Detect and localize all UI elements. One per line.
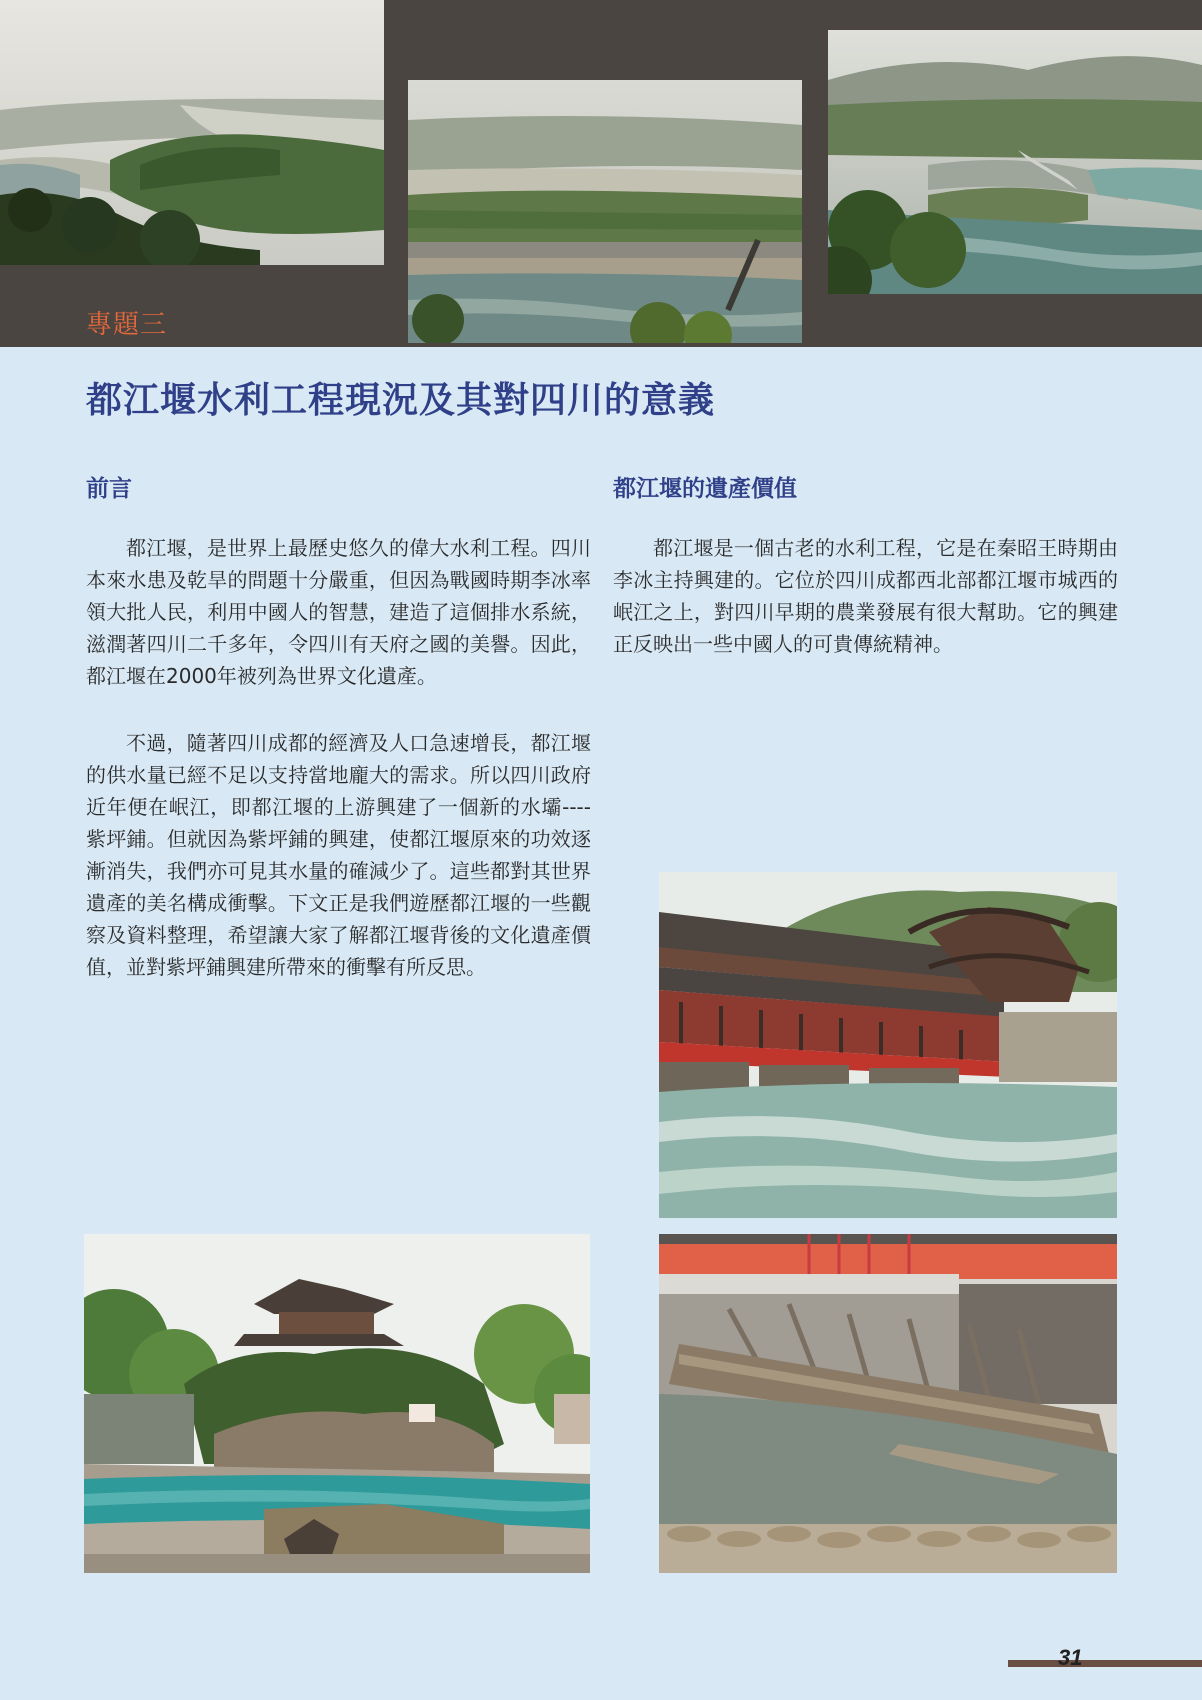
heritage-value-heading: 都江堰的遺產價值 — [613, 476, 797, 502]
footer-bar — [1008, 1660, 1202, 1667]
preface-heading: 前言 — [86, 476, 132, 502]
photo-bamboo-cages — [659, 1234, 1117, 1573]
page-title: 都江堰水利工程現況及其對四川的意義 — [86, 380, 716, 421]
preface-paragraph-2: 不過，隨著四川成都的經濟及人口急速增長，都江堰的供水量已經不足以支持當地龐大的需求。所以四川政府近年便在岷江，即都江堰的上游興建了一個新的水壩----紫坪鋪。但就因為紫坪鋪的興建，使都江堰原來的功效逐漸消失，我們亦可見其水量的確減少了。這些都對其世界遺產的美名構成衝擊。下文正是我們遊歷都江堰的一些觀察及資料整理，希望讓大家了解都江堰背後的文化遺產價值，並對紫坪鋪興建所帶來的衝擊有所反思。 — [86, 731, 591, 979]
photo-misty-river-valley — [0, 0, 384, 265]
heritage-value-paragraph: 都江堰是一個古老的水利工程，它是在秦昭王時期由李冰主持興建的。它位於四川成都西北部都江堰市城西的岷江之上，對四川早期的農業發展有很大幫助。它的興建正反映出一些中國人的可貴傳統精神。 — [613, 536, 1118, 656]
photo-misty-dam-riverbank — [408, 80, 802, 343]
photo-pavilion-on-cliff — [84, 1234, 590, 1573]
photo-weir-bridge — [828, 30, 1202, 294]
page-number: 31 — [1058, 1645, 1083, 1670]
section-tag: 專題三 — [86, 310, 168, 340]
photo-covered-bridge — [659, 872, 1117, 1218]
preface-paragraph-1: 都江堰，是世界上最歷史悠久的偉大水利工程。四川本來水患及乾旱的問題十分嚴重，但因為戰國時期李冰率領大批人民，利用中國人的智慧，建造了這個排水系統，滋潤著四川二千多年，令四川有天府之國的美譽。因此，都江堰在2000年被列為世界文化遺產。 — [86, 536, 591, 688]
